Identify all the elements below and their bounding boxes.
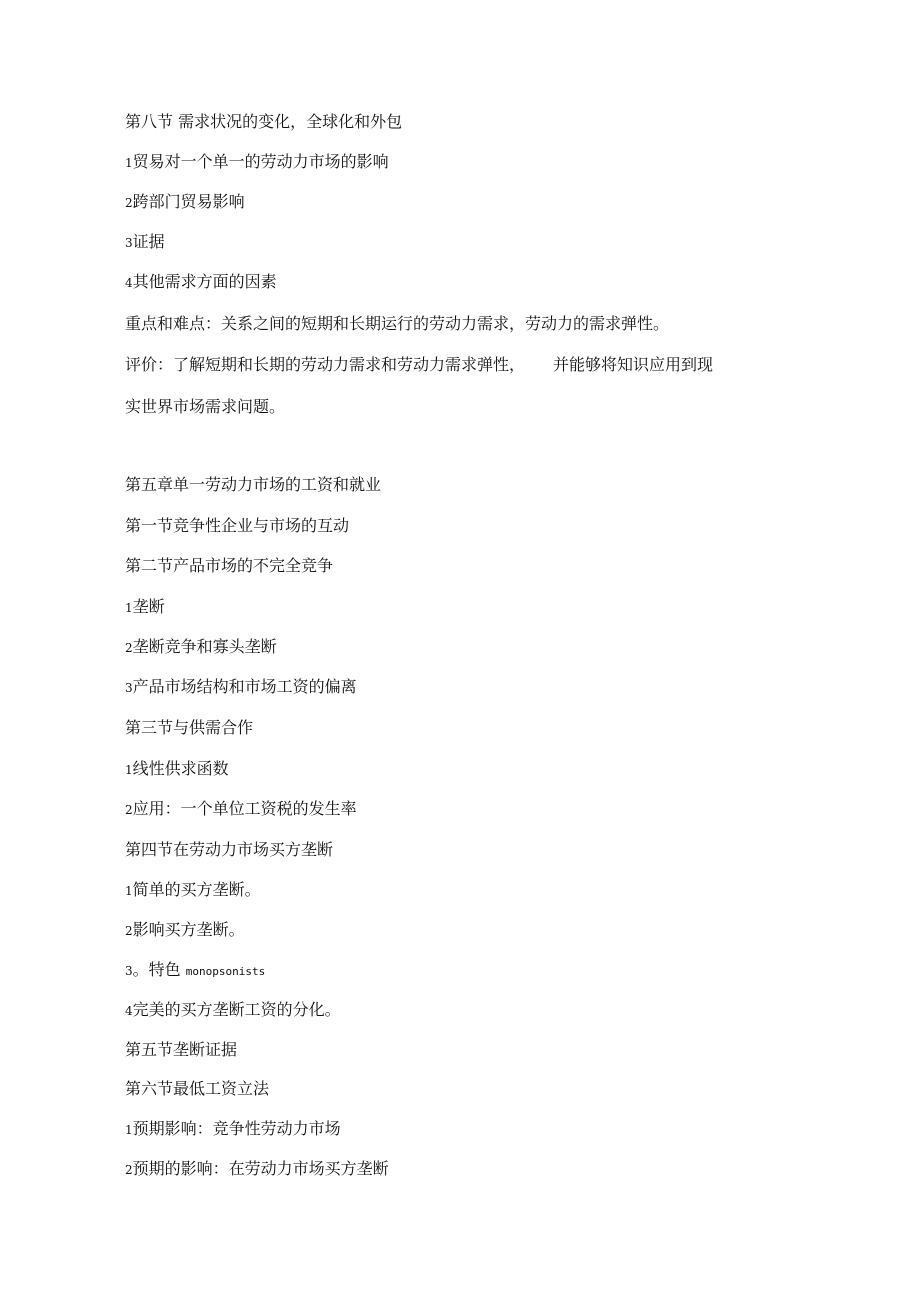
item-text: 贸易对一个单一的劳动力市场的影响: [132, 152, 389, 171]
item-number: 1: [125, 884, 133, 898]
list-item: [125, 879, 261, 902]
item-number: 2: [125, 803, 133, 817]
list-item: [125, 676, 357, 699]
section-heading: [125, 839, 333, 861]
key-points-paragraph: [125, 313, 669, 335]
list-item: [125, 231, 165, 254]
item-number: 1: [125, 156, 133, 170]
list-item: [125, 151, 389, 174]
item-text: 垄断: [132, 597, 165, 616]
item-number: 1: [125, 601, 133, 615]
item-text: 预期影响：竞争性劳动力市场: [132, 1119, 341, 1138]
item-number: 2: [125, 924, 133, 938]
section-heading: [125, 1078, 269, 1100]
section-5-title: 第五节垄断证据: [125, 1040, 238, 1059]
evaluation-text-continued: 并能够将知识应用到现: [553, 355, 714, 374]
list-item: [125, 596, 165, 619]
list-item: [125, 798, 357, 821]
evaluation-text-end: 实世界市场需求问题。: [125, 397, 286, 416]
chapter-5-title: 第五章单一劳动力市场的工资和就业: [125, 475, 382, 494]
item-text: 应用：一个单位工资税的发生率: [132, 799, 357, 818]
item-text: 影响买方垄断。: [132, 920, 245, 939]
item-number: 2: [125, 196, 133, 210]
item-number: 2: [125, 1163, 133, 1177]
section-4-title: 第四节在劳动力市场买方垄断: [125, 840, 334, 859]
item-text: 产品市场结构和市场工资的偏离: [132, 677, 357, 696]
item-number: 4: [125, 276, 133, 290]
list-item: [125, 919, 245, 942]
key-points-text: 重点和难点：关系之间的短期和长期运行的劳动力需求，劳动力的需求弹性。: [125, 314, 670, 333]
item-number: 1: [125, 763, 133, 777]
section-1-title: 第一节竞争性企业与市场的互动: [125, 516, 350, 535]
list-item: [125, 271, 277, 294]
section-3-title: 第三节与供需合作: [125, 718, 254, 737]
list-item: [125, 636, 277, 659]
section-8-title: 第八节 需求状况的变化，全球化和外包: [125, 112, 403, 131]
item-number: 3: [125, 236, 133, 250]
item-number: 2: [125, 641, 133, 655]
section-heading: [125, 515, 349, 537]
list-item: [125, 999, 341, 1022]
list-item: [125, 758, 229, 781]
item-text: 证据: [132, 232, 165, 251]
item-number: 3: [125, 681, 133, 695]
item-text: 完美的买方垄断工资的分化。: [132, 1000, 341, 1019]
item-number: 1: [125, 1123, 133, 1137]
item-text: 预期的影响：在劳动力市场买方垄断: [132, 1159, 389, 1178]
list-item: [125, 959, 265, 983]
item-text: 其他需求方面的因素: [132, 272, 277, 291]
list-item: [125, 191, 245, 214]
item-number: 4: [125, 1004, 133, 1018]
list-item: [125, 1158, 389, 1181]
item-text: 线性供求函数: [132, 759, 229, 778]
item-text: 跨部门贸易影响: [132, 192, 245, 211]
evaluation-text: 评价：了解短期和长期的劳动力需求和劳动力需求弹性，: [125, 355, 526, 374]
section-heading: [125, 1039, 237, 1061]
evaluation-paragraph: [125, 354, 713, 376]
list-item: [125, 1118, 341, 1141]
evaluation-paragraph-line-2: [125, 396, 285, 418]
item-text: 简单的买方垄断。: [132, 880, 261, 899]
item-text: 垄断竞争和寡头垄断: [132, 637, 277, 656]
item-latin-term: monopsonists: [185, 965, 266, 978]
section-6-title: 第六节最低工资立法: [125, 1079, 270, 1098]
section-2-title: 第二节产品市场的不完全竞争: [125, 556, 334, 575]
item-number: 3: [125, 964, 133, 978]
section-heading: [125, 555, 333, 577]
section-heading: [125, 717, 253, 739]
item-text: 。特色: [132, 960, 181, 979]
section-8-heading: [125, 111, 402, 133]
chapter-5-heading: [125, 474, 381, 496]
